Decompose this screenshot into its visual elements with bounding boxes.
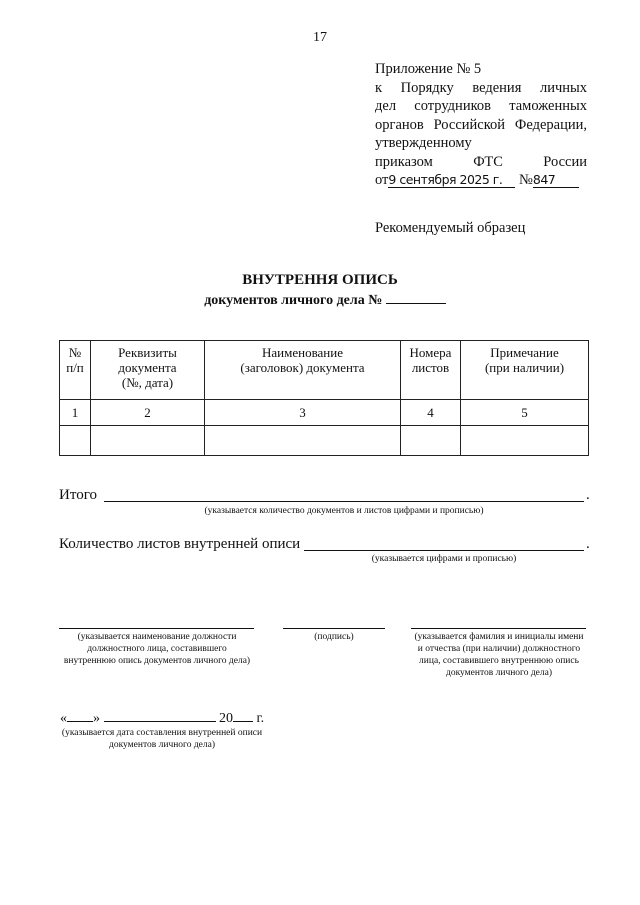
document-subtitle [0, 291, 640, 309]
table-cell[interactable] [401, 426, 461, 456]
header-cell-title: Наименование (заголовок) документа [205, 341, 401, 400]
close-quote: » [93, 711, 100, 726]
date-line [60, 710, 264, 727]
appendix-line: к Порядку ведения личных [375, 79, 587, 96]
appendix-line: Приложение № 5 [375, 61, 482, 77]
open-quote: « [60, 711, 67, 726]
total-period: . [586, 487, 590, 503]
appendix-line: приказом ФТС России [375, 153, 587, 170]
column-number: 2 [91, 400, 205, 426]
header-cell-sheets: Номера листов [401, 341, 461, 400]
signature-hint: (подпись) [314, 632, 354, 642]
name-input-line[interactable] [411, 628, 586, 629]
year-suffix: г. [256, 711, 265, 726]
table-row [60, 426, 589, 456]
name-hint: (указывается фамилия и инициалы имени и отчества (при наличии) должностного лица, составившего внутреннюю опись документов личного дела) [414, 632, 584, 678]
signature-input-line[interactable] [283, 628, 385, 629]
year-blank[interactable] [233, 710, 253, 722]
total-hint: (указывается количество документов и листов цифрами и прописью) [204, 506, 484, 516]
order-line [375, 171, 587, 190]
table-cell[interactable] [91, 426, 205, 456]
position-input-line[interactable] [59, 628, 254, 629]
table-cell[interactable] [205, 426, 401, 456]
sheets-count-period: . [586, 536, 590, 552]
order-number: 847 [533, 172, 579, 188]
day-blank[interactable] [67, 710, 93, 722]
date-hint: (указывается дата составления внутренней описи документов личного дела) [61, 728, 263, 750]
column-number: 3 [205, 400, 401, 426]
sheets-count-label: Количество листов внутренней описи [59, 536, 301, 552]
column-number: 1 [60, 400, 91, 426]
appendix-line: дел сотрудников таможенных [375, 98, 587, 114]
total-label: Итого [59, 487, 97, 503]
sheets-count-input-line[interactable] [304, 550, 584, 551]
document-title: ВНУТРЕННЯ ОПИСЬ [242, 272, 398, 288]
table-cell[interactable] [60, 426, 91, 456]
total-input-line[interactable] [104, 501, 584, 502]
inventory-table [59, 340, 589, 456]
year-prefix: 20 [219, 711, 233, 726]
table-cell[interactable] [461, 426, 589, 456]
page-number: 17 [313, 30, 327, 45]
sample-label: Рекомендуемый образец [375, 220, 526, 236]
case-number-blank[interactable] [386, 291, 446, 304]
subtitle-text: документов личного дела № [204, 293, 383, 308]
header-cell-requisites: Реквизиты документа (№, дата) [91, 341, 205, 400]
column-number: 4 [401, 400, 461, 426]
header-cell-number: № п/п [60, 341, 91, 400]
column-number: 5 [461, 400, 589, 426]
position-hint: (указывается наименование должности должностного лица, составившего внутреннюю опись документов личного дела) [63, 632, 251, 666]
appendix-line: утвержденному [375, 135, 472, 151]
order-date: 9 сентября 2025 г. [388, 172, 515, 188]
table-numbering-row [60, 400, 589, 426]
appendix-line: органов Российской Федерации, [375, 116, 587, 133]
number-label: № [519, 172, 533, 188]
header-cell-note: Примечание (при наличии) [461, 341, 589, 400]
from-label: от [375, 172, 389, 188]
table-header-row [60, 341, 589, 400]
sheets-count-hint: (указывается цифрами и прописью) [371, 554, 517, 564]
month-blank[interactable] [104, 710, 216, 722]
appendix-header [375, 60, 587, 190]
